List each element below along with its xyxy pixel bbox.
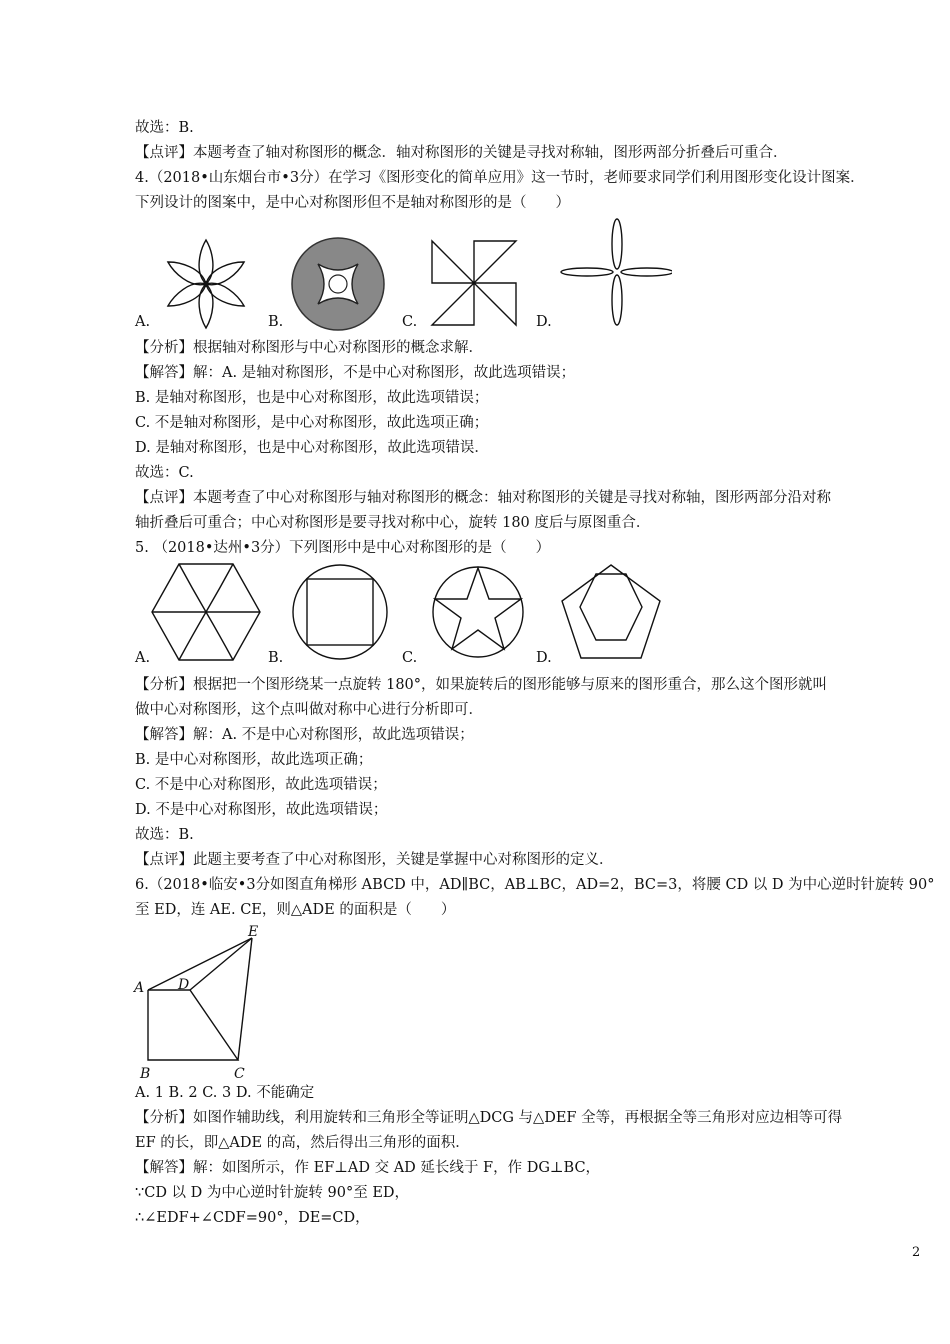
q6-trapezoid-figure	[130, 922, 270, 1082]
label-c: C	[234, 1066, 245, 1082]
text-line: EF 的长，即△ADE 的高，然后得出三角形的面积．	[135, 1135, 470, 1151]
text-line: 【分析】如图作辅助线，利用旋转和三角形全等证明△DCG 与△DEF 全等，再根据全等三角形对应边相等可得	[135, 1110, 843, 1126]
label-b: B	[140, 1066, 151, 1082]
q4-option-d: D.	[536, 314, 552, 330]
text-line: 故选：B.	[135, 120, 194, 136]
q5-figure-a-hexagon	[150, 562, 262, 662]
q5-option-a: A.	[135, 650, 151, 666]
text-line: 轴折叠后可重合；中心对称图形是要寻找对称中心，旋转 180 度后与原图重合．	[135, 515, 651, 531]
q5-figure-d-pentagon-hexagon	[558, 562, 664, 662]
label-e: E	[248, 924, 259, 940]
text-line: C. 不是中心对称图形，故此选项错误；	[135, 777, 387, 793]
q4-option-c: C.	[402, 314, 418, 330]
text-line: 【点评】本题考查了轴对称图形的概念．轴对称图形的关键是寻找对称轴，图形两部分折叠后可重合．	[135, 145, 788, 161]
text-line: B. 是轴对称图形，也是中心对称图形，故此选项错误；	[135, 390, 489, 406]
text-line: D. 是轴对称图形，也是中心对称图形，故此选项错误．	[135, 440, 489, 456]
text-line: 下列设计的图案中，是中心对称图形但不是轴对称图形的是（ ）	[135, 195, 570, 211]
q4-figure-d-leaves	[560, 218, 672, 326]
text-line: 故选：C.	[135, 465, 194, 481]
q5-figure-c-circle-star	[428, 562, 528, 662]
text-line: 做中心对称图形，这个点叫做对称中心进行分析即可．	[135, 702, 483, 718]
text-line: A. 1 B. 2 C. 3 D. 不能确定	[135, 1085, 315, 1101]
text-line: 【解答】解：如图所示，作 EF⊥AD 交 AD 延长线于 F，作 DG⊥BC，	[135, 1160, 601, 1176]
text-line: 【点评】本题考查了中心对称图形与轴对称图形的概念：轴对称图形的关键是寻找对称轴，图形两部分沿对称	[135, 490, 831, 506]
q5-option-b: B.	[268, 650, 284, 666]
q4-figure-b-coin	[290, 236, 386, 332]
q5-option-c: C.	[402, 650, 418, 666]
text-line: 故选：B.	[135, 827, 194, 843]
page-number: 2	[912, 1245, 921, 1260]
text-line: ∵CD 以 D 为中心逆时针旋转 90°至 ED，	[135, 1185, 410, 1201]
text-line: 【分析】根据把一个图形绕某一点旋转 180°，如果旋转后的图形能够与原来的图形重合，那么这个图形就叫	[135, 677, 828, 693]
text-line: ∴∠EDF+∠CDF=90°，DE=CD，	[135, 1210, 370, 1226]
label-a: A	[134, 980, 145, 996]
text-line: 4.（2018•山东烟台市•3分）在学习《图形变化的简单应用》这一节时，老师要求同学们利用图形变化设计图案．	[135, 170, 865, 186]
text-line: D. 不是中心对称图形，故此选项错误；	[135, 802, 388, 818]
q4-figure-a-flower	[160, 238, 252, 330]
q4-figure-c-pinwheel	[428, 238, 524, 328]
text-line: 【点评】此题主要考查了中心对称图形，关键是掌握中心对称图形的定义．	[135, 852, 614, 868]
label-d: D	[178, 977, 190, 993]
q5-figure-b-circle-square	[290, 562, 390, 662]
q4-option-a: A.	[135, 314, 151, 330]
text-line: 5. （2018•达州•3分）下列图形中是中心对称图形的是（ ）	[135, 540, 551, 556]
q5-option-d: D.	[536, 650, 552, 666]
text-line: 【解答】解：A. 是轴对称图形，不是中心对称图形，故此选项错误；	[135, 365, 576, 381]
text-line: 至 ED，连 AE. CE，则△ADE 的面积是（ ）	[135, 902, 456, 918]
text-line: 【分析】根据轴对称图形与中心对称图形的概念求解．	[135, 340, 483, 356]
text-line: 【解答】解：A. 不是中心对称图形，故此选项错误；	[135, 727, 474, 743]
q4-option-b: B.	[268, 314, 284, 330]
text-line: 6.（2018•临安•3分如图直角梯形 ABCD 中，AD∥BC，AB⊥BC，AD=2，BC=3，将腰 CD 以 D 为中心逆时针旋转 90°	[135, 877, 935, 893]
text-line: C. 不是轴对称图形，是中心对称图形，故此选项正确；	[135, 415, 489, 431]
text-line: B. 是中心对称图形，故此选项正确；	[135, 752, 373, 768]
